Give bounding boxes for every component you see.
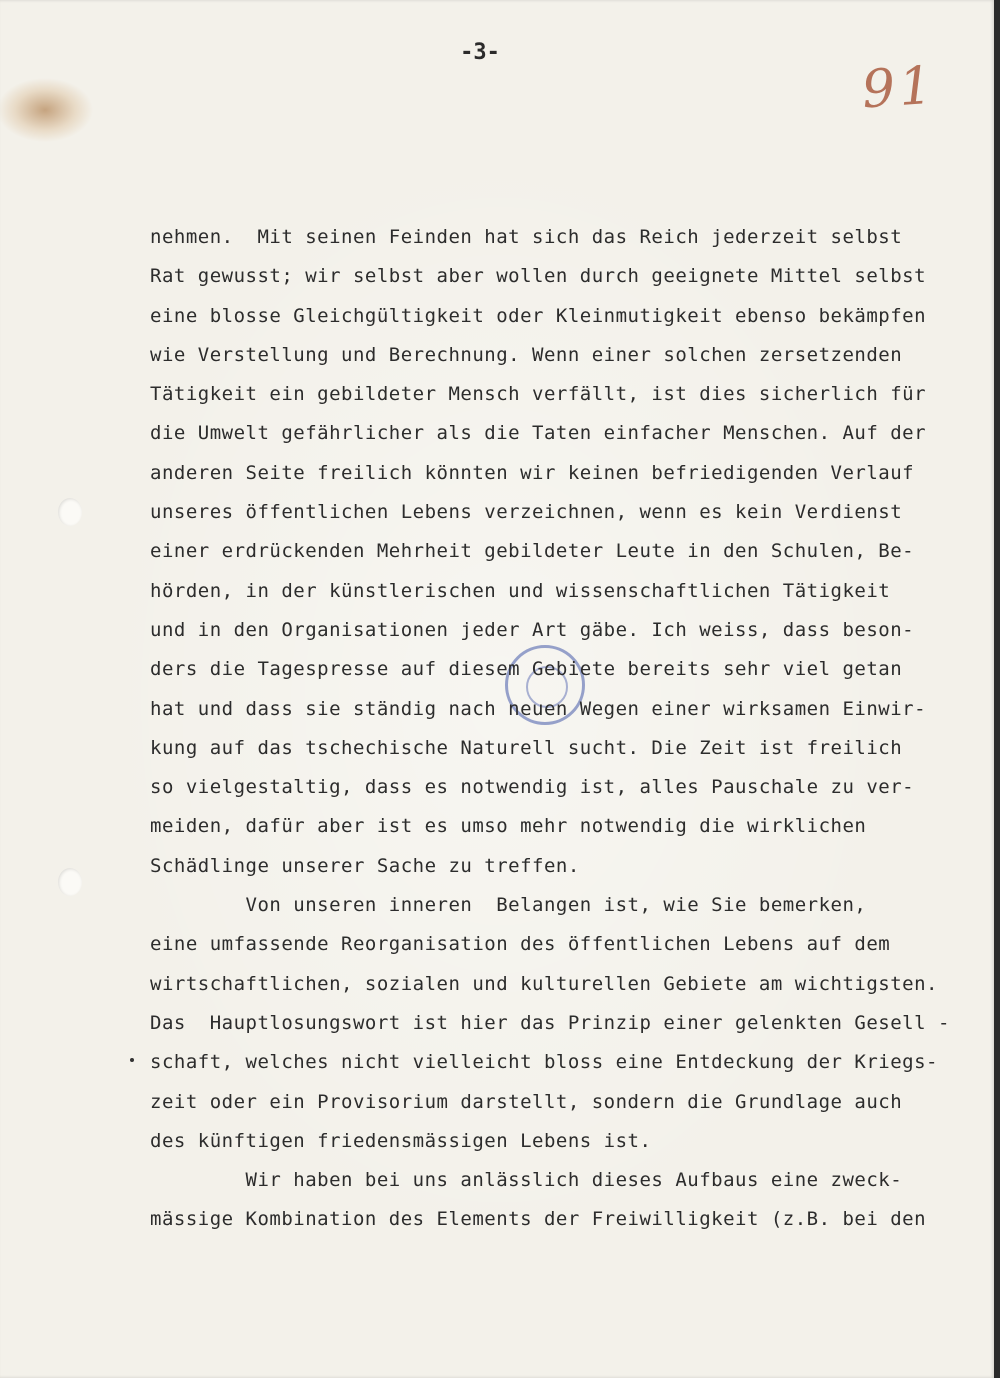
text-line: eine blosse Gleichgültigkeit oder Kleinmutigkeit ebenso bekämpfen: [150, 304, 927, 327]
text-line: wie Verstellung und Berechnung. Wenn einer solchen zersetzenden: [150, 343, 903, 366]
text-line: hat und dass sie ständig nach neuen Wegen einer wirksamen Einwir-: [150, 697, 927, 720]
text-line: so vielgestaltig, dass es notwendig ist, alles Pauschale zu ver-: [150, 776, 915, 799]
text-line: eine umfassende Reorganisation des öffentlichen Lebens auf dem: [150, 933, 891, 956]
text-line: mässige Kombination des Elements der Freiwilligkeit (z.B. bei den: [150, 1208, 927, 1231]
text-line: ders die Tagespresse auf diesem Gebiete bereits sehr viel getan: [150, 658, 903, 681]
text-line: schaft, welches nicht vielleicht bloss eine Entdeckung der Kriegs-: [150, 1051, 938, 1074]
text-line: Rat gewusst; wir selbst aber wollen durch geeignete Mittel selbst: [150, 265, 927, 288]
punch-hole: [58, 868, 82, 896]
scan-edge: [994, 0, 1000, 1378]
text-line: und in den Organisationen jeder Art gäbe. Ich weiss, dass beson-: [150, 618, 915, 641]
text-line: zeit oder ein Provisorium darstellt, sondern die Grundlage auch: [150, 1090, 903, 1113]
punch-hole: [58, 498, 82, 526]
text-line: anderen Seite freilich könnten wir keinen befriedigenden Verlauf: [150, 461, 915, 484]
text-line: Von unseren inneren Belangen ist, wie Sie bemerken,: [150, 894, 867, 917]
text-line: kung auf das tschechische Naturell sucht. Die Zeit ist freilich: [150, 736, 903, 759]
text-line: meiden, dafür aber ist es umso mehr notwendig die wirklichen: [150, 815, 867, 838]
text-line: des künftigen friedensmässigen Lebens ist.: [150, 1129, 652, 1152]
page-number: -3-: [460, 40, 500, 65]
text-line: die Umwelt gefährlicher als die Taten einfacher Menschen. Auf der: [150, 422, 927, 445]
typed-body-text: [150, 218, 950, 1240]
text-line: Wir haben bei uns anlässlich dieses Aufbaus eine zweck-: [150, 1169, 903, 1192]
margin-mark: [130, 1058, 134, 1062]
text-line: unseres öffentlichen Lebens verzeichnen, wenn es kein Verdienst: [150, 501, 903, 524]
text-line: wirtschaftlichen, sozialen und kulturellen Gebiete am wichtigsten.: [150, 972, 938, 995]
text-line: Das Hauptlosungswort ist hier das Prinzip einer gelenkten Gesell -: [150, 1011, 950, 1034]
handwritten-archive-number: 91: [859, 55, 939, 121]
text-line: nehmen. Mit seinen Feinden hat sich das Reich jederzeit selbst: [150, 226, 903, 248]
text-line: Schädlinge unserer Sache zu treffen.: [150, 854, 580, 877]
text-line: einer erdrückenden Mehrheit gebildeter Leute in den Schulen, Be-: [150, 540, 915, 563]
text-line: Tätigkeit ein gebildeter Mensch verfällt, ist dies sicherlich für: [150, 383, 927, 406]
text-line: hörden, in der künstlerischen und wissenschaftlichen Tätigkeit: [150, 579, 891, 602]
